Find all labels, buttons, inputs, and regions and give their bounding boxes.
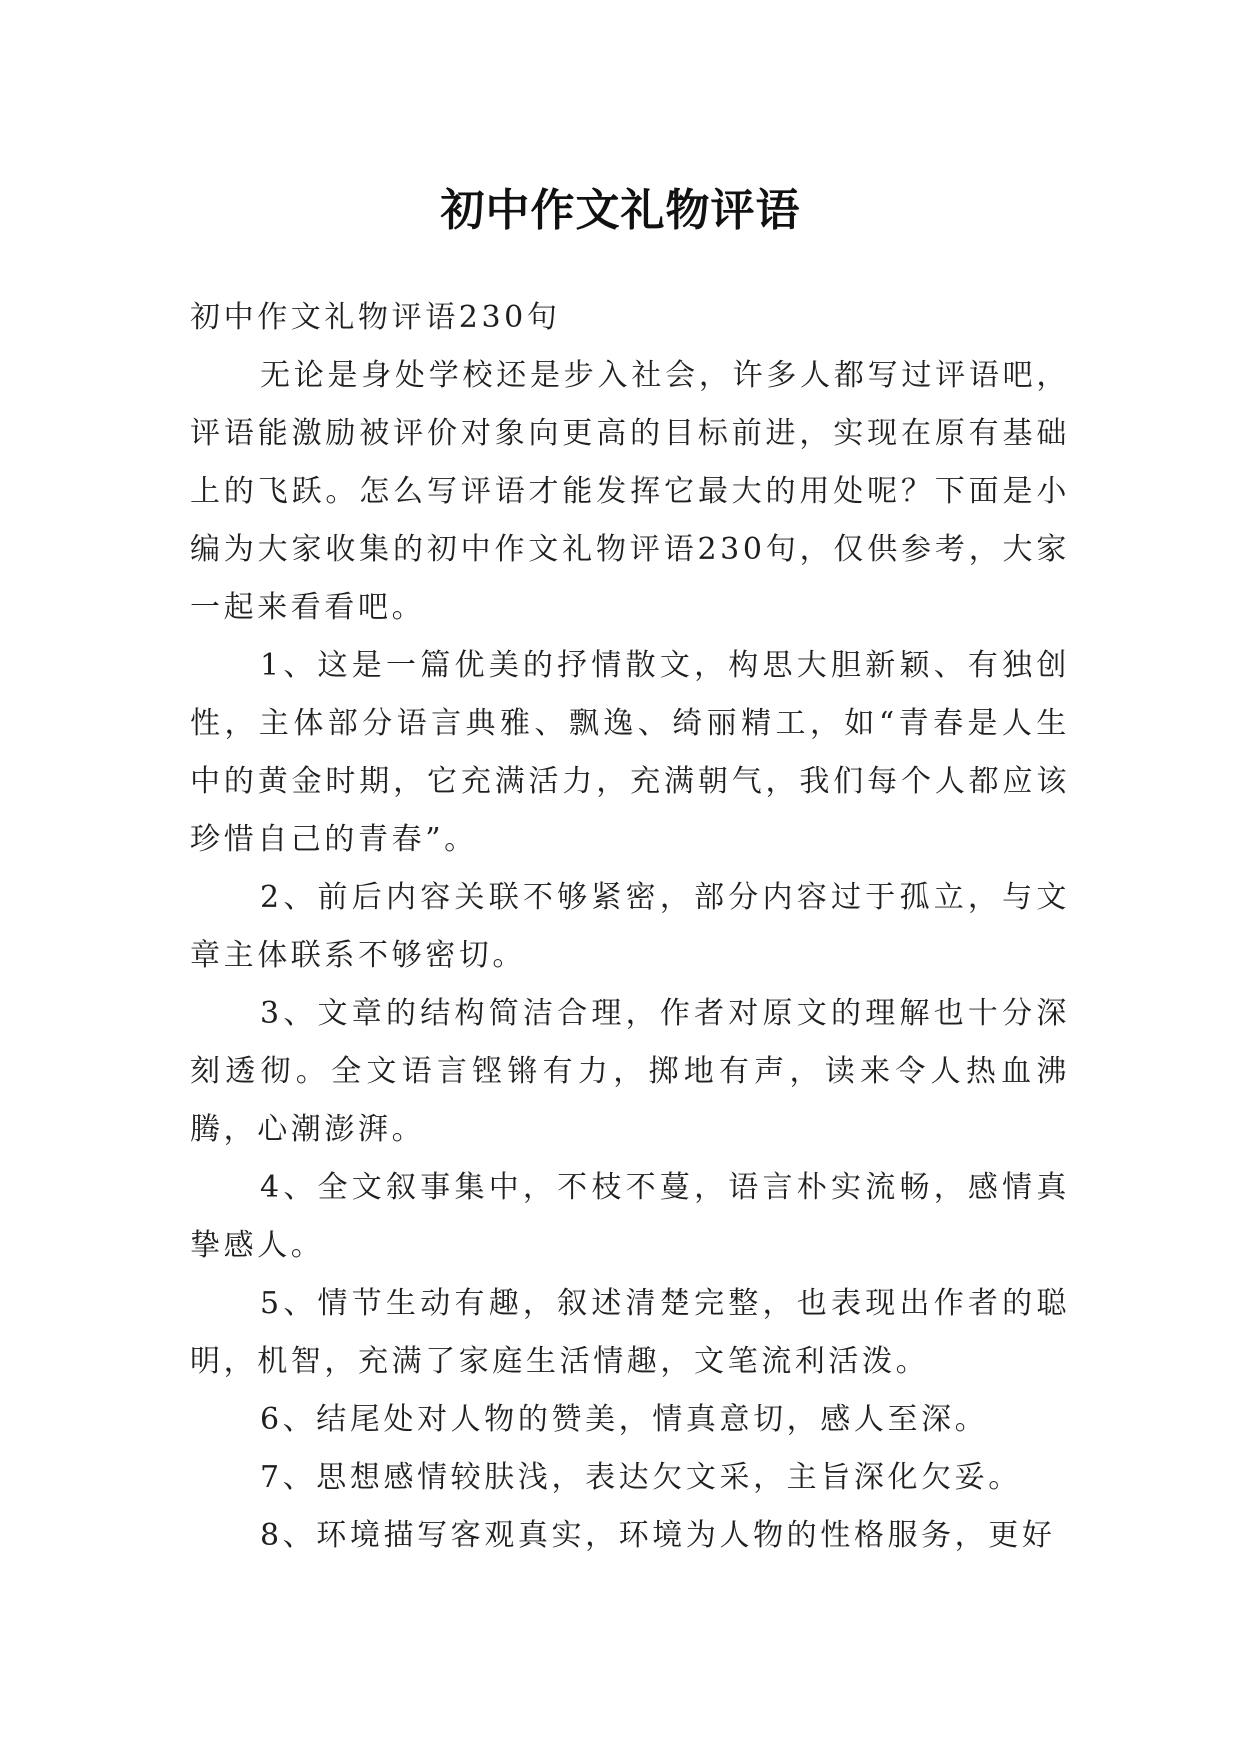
document-body bbox=[190, 289, 1070, 1565]
comment-item-6: 6、结尾处对人物的赞美，情真意切，感人至深。 bbox=[260, 1402, 989, 1437]
intro-paragraph: 无论是身处学校还是步入社会，许多人都写过评语吧，评语能激励被评价对象向更高的目标前进，实现在原有基础上的飞跃。怎么写评语才能发挥它最大的用处呢？下面是小编为大家收集的初中作文礼物评语230句，仅供参考，大家一起来看看吧。 bbox=[190, 358, 1070, 625]
comment-item-4: 4、全文叙事集中，不枝不蔓，语言朴实流畅，感情真挚感人。 bbox=[190, 1170, 1070, 1263]
comment-item-7: 7、思想感情较肤浅，表达欠文采，主旨深化欠妥。 bbox=[260, 1460, 1022, 1495]
comment-item-2: 2、前后内容关联不够紧密，部分内容过于孤立，与文章主体联系不够密切。 bbox=[190, 880, 1070, 973]
document-subtitle: 初中作文礼物评语230句 bbox=[190, 300, 561, 335]
comment-item-3: 3、文章的结构简洁合理，作者对原文的理解也十分深刻透彻。全文语言铿锵有力，掷地有声，读来令人热血沸腾，心潮澎湃。 bbox=[190, 996, 1070, 1147]
document-title: 初中作文礼物评语 bbox=[440, 185, 801, 237]
comment-item-5: 5、情节生动有趣，叙述清楚完整，也表现出作者的聪明，机智，充满了家庭生活情趣，文笔流利活泼。 bbox=[190, 1286, 1070, 1379]
comment-item-8: 8、环境描写客观真实，环境为人物的性格服务，更好 bbox=[260, 1518, 1056, 1553]
comment-item-1: 1、这是一篇优美的抒情散文，构思大胆新颖、有独创性，主体部分语言典雅、飘逸、绮丽精工，如“青春是人生中的黄金时期，它充满活力，充满朝气，我们每个人都应该珍惜自己的青春”。 bbox=[190, 648, 1070, 857]
